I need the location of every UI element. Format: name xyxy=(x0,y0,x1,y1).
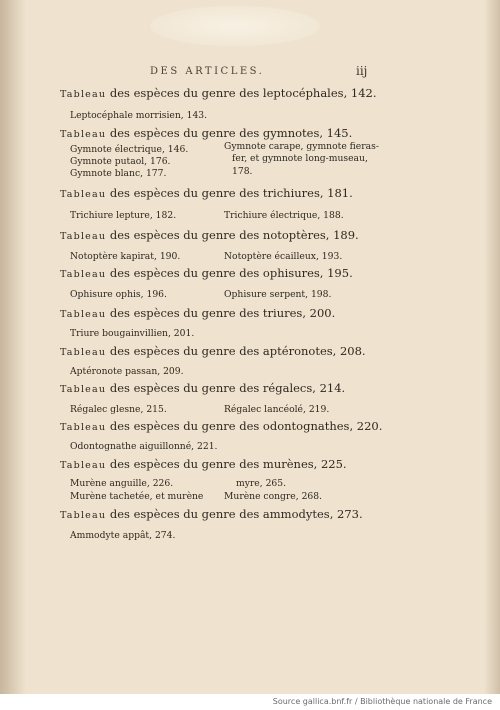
tableau-title: des espèces du genre des trichiures, 181. xyxy=(109,186,353,200)
tableau-word: Tableau xyxy=(60,347,107,358)
species-entry: Leptocéphale morrisien, 143. xyxy=(70,110,208,121)
species-entry: myre, 265. xyxy=(236,478,287,489)
tableau-heading xyxy=(60,86,377,100)
species-entry: Trichiure lepture, 182. xyxy=(70,210,177,221)
tableau-word: Tableau xyxy=(60,510,107,521)
tableau-title: des espèces du genre des triures, 200. xyxy=(109,306,336,320)
tableau-title: des espèces du genre des gymnotes, 145. xyxy=(109,126,353,140)
species-entry: Régalec glesne, 215. xyxy=(70,404,167,415)
species-entry: Odontognathe aiguillonné, 221. xyxy=(70,441,218,452)
species-entry: Triure bougainvillien, 201. xyxy=(70,328,195,339)
species-entry: Ammodyte appât, 274. xyxy=(70,530,176,541)
tableau-word: Tableau xyxy=(60,422,107,433)
tableau-heading xyxy=(60,306,335,320)
tableau-title: des espèces du genre des régalecs, 214. xyxy=(109,381,346,395)
tableau-word: Tableau xyxy=(60,231,107,242)
tableau-title: des espèces du genre des ammodytes, 273. xyxy=(109,507,363,521)
page-gutter-shadow xyxy=(0,0,26,694)
tableau-title: des espèces du genre des murènes, 225. xyxy=(109,457,347,471)
tableau-heading xyxy=(60,457,347,471)
tableau-word: Tableau xyxy=(60,309,107,320)
tableau-heading xyxy=(60,344,366,358)
tableau-heading xyxy=(60,186,353,200)
species-entry: Ophisure serpent, 198. xyxy=(224,289,332,300)
tableau-heading xyxy=(60,126,352,140)
tableau-word: Tableau xyxy=(60,129,107,140)
tableau-title: des espèces du genre des ophisures, 195. xyxy=(109,266,353,280)
page-edge-shadow xyxy=(484,0,500,694)
species-entry: Aptéronote passan, 209. xyxy=(70,366,184,377)
tableau-word: Tableau xyxy=(60,460,107,471)
tableau-heading xyxy=(60,507,363,521)
species-entry: Notoptère kapirat, 190. xyxy=(70,251,181,262)
tableau-title: des espèces du genre des notoptères, 189. xyxy=(109,228,359,242)
tableau-heading xyxy=(60,419,382,433)
species-entry: Trichiure électrique, 188. xyxy=(224,210,344,221)
tableau-title: des espèces du genre des odontognathes, 220. xyxy=(109,419,383,433)
species-entry: fer, et gymnote long-museau, xyxy=(232,153,368,164)
species-entry: Murène congre, 268. xyxy=(224,491,323,502)
species-entry: Gymnote carape, gymnote fieras- xyxy=(224,141,379,152)
species-entry: Régalec lancéolé, 219. xyxy=(224,404,330,415)
tableau-title: des espèces du genre des aptéronotes, 208. xyxy=(109,344,366,358)
species-entry: 178. xyxy=(232,166,253,177)
species-entry: Gymnote blanc, 177. xyxy=(70,168,167,179)
species-entry: Murène tachetée, et murène xyxy=(70,491,204,502)
species-entry: Gymnote électrique, 146. xyxy=(70,144,189,155)
tableau-word: Tableau xyxy=(60,384,107,395)
tableau-heading xyxy=(60,266,353,280)
tableau-word: Tableau xyxy=(60,189,107,200)
species-entry: Gymnote putaol, 176. xyxy=(70,156,171,167)
tableau-word: Tableau xyxy=(60,89,107,100)
tableau-heading xyxy=(60,228,359,242)
species-entry: Murène anguille, 226. xyxy=(70,478,174,489)
tableau-title: des espèces du genre des leptocéphales, 142. xyxy=(109,86,377,100)
tableau-word: Tableau xyxy=(60,269,107,280)
paper-stain xyxy=(150,6,320,46)
page-number: iij xyxy=(356,64,368,78)
species-entry: Ophisure ophis, 196. xyxy=(70,289,167,300)
species-entry: Notoptère écailleux, 193. xyxy=(224,251,343,262)
tableau-heading xyxy=(60,381,345,395)
source-credit: Source gallica.bnf.fr / Bibliothèque nationale de France xyxy=(272,697,492,706)
running-head: DES ARTICLES. xyxy=(150,66,265,77)
